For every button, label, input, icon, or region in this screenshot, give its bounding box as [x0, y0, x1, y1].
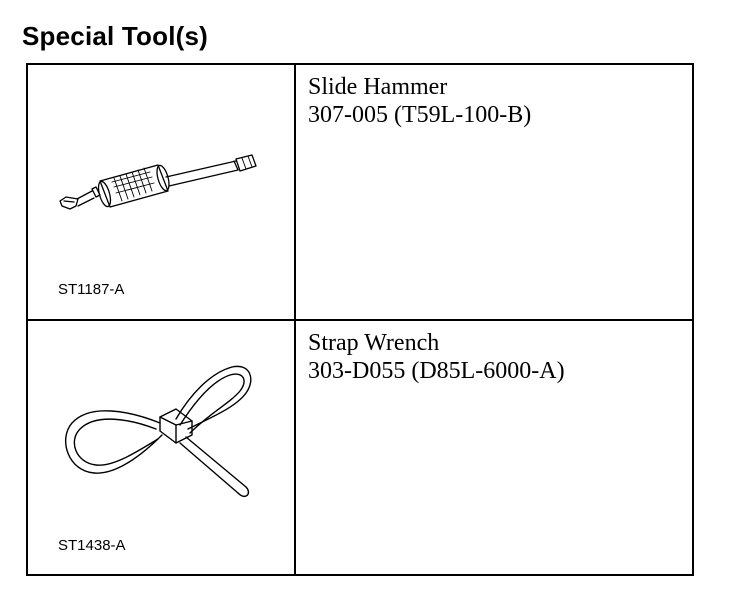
tool-illustration-cell — [28, 65, 296, 321]
figure-code: ST1187-A — [58, 281, 125, 298]
strap-wrench-illustration — [50, 359, 258, 501]
special-tools-table — [26, 63, 694, 576]
tool-description — [308, 329, 565, 385]
tool-name: Slide Hammer — [308, 74, 448, 100]
figure-code: ST1438-A — [58, 537, 126, 554]
slide-hammer-illustration — [56, 153, 260, 217]
tool-description-cell — [296, 65, 692, 321]
tool-description — [308, 73, 531, 129]
tool-description-cell — [296, 321, 692, 574]
tool-name: Strap Wrench — [308, 330, 440, 356]
tool-part-number: 303-D055 (D85L-6000-A) — [308, 358, 565, 384]
tool-part-number: 307-005 (T59L-100-B) — [308, 102, 532, 128]
tool-illustration-cell — [28, 321, 296, 574]
page-title: Special Tool(s) — [22, 21, 208, 51]
